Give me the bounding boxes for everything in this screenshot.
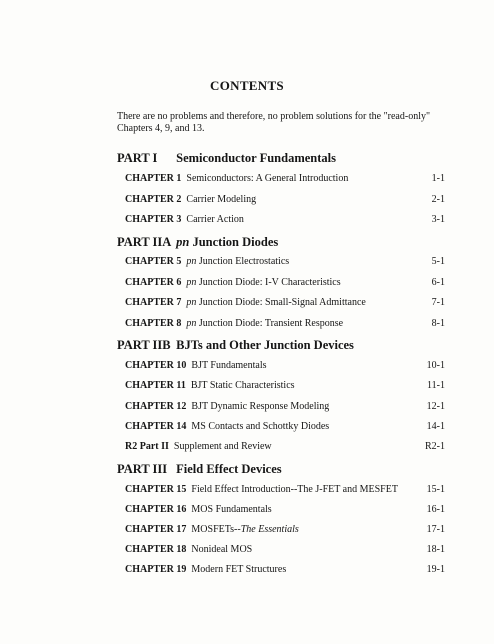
page-number: 15-1 [426, 484, 445, 495]
part-id: PART I [117, 151, 158, 165]
toc-entry [125, 173, 445, 184]
page-number: 5-1 [431, 256, 445, 267]
chapter-title: Modern FET Structures [191, 564, 287, 575]
page-number: 8-1 [431, 318, 445, 329]
chapter-number: CHAPTER 5 [125, 256, 182, 267]
part-heading [117, 235, 278, 250]
page-number: R2-1 [425, 441, 445, 452]
chapter-title-italic: pn [186, 277, 197, 288]
toc-entry [125, 484, 445, 495]
chapter-number: CHAPTER 14 [125, 421, 187, 432]
chapter-title: Junction Diode: I-V Characteristics [196, 277, 341, 288]
chapter-title: Nonideal MOS [191, 544, 253, 555]
part-heading [117, 338, 354, 353]
chapter-title: BJT Fundamentals [191, 360, 267, 371]
toc-entry [125, 401, 445, 412]
chapter-title: Semiconductors: A General Introduction [186, 173, 349, 184]
chapter-number: R2 Part II [125, 441, 169, 452]
chapter-number: CHAPTER 12 [125, 401, 187, 412]
page-number: 7-1 [431, 297, 445, 308]
part-name: Junction Diodes [192, 235, 279, 249]
chapter-number: CHAPTER 8 [125, 318, 182, 329]
part-name: BJTs and Other Junction Devices [176, 338, 354, 352]
chapter-title: BJT Static Characteristics [190, 380, 295, 391]
toc-entry [125, 504, 445, 515]
toc-entry [125, 441, 445, 452]
chapter-number: CHAPTER 15 [125, 484, 187, 495]
page-number: 19-1 [426, 564, 445, 575]
part-heading [117, 151, 336, 166]
page-number: 10-1 [426, 360, 445, 371]
page-number: 2-1 [431, 194, 445, 205]
toc-entry [125, 277, 445, 288]
toc-entry [125, 360, 445, 371]
toc-entry [125, 544, 445, 555]
part-id: PART III [117, 462, 168, 476]
page-number: 11-1 [427, 380, 445, 391]
chapter-title: Supplement and Review [173, 441, 272, 452]
chapter-number: CHAPTER 2 [125, 194, 182, 205]
page-number: 12-1 [426, 401, 445, 412]
toc-entry [125, 297, 445, 308]
chapter-number: CHAPTER 1 [125, 173, 182, 184]
toc-entry [125, 380, 445, 391]
toc-entry [125, 256, 445, 267]
part-heading [117, 462, 282, 477]
toc-entry [125, 214, 445, 225]
chapter-title-italic: pn [186, 256, 197, 267]
chapter-title-italic: pn [186, 318, 197, 329]
chapter-number: CHAPTER 16 [125, 504, 187, 515]
page-number: 14-1 [426, 421, 445, 432]
page-title: CONTENTS [210, 78, 284, 93]
page-number: 16-1 [426, 504, 445, 515]
chapter-number: CHAPTER 10 [125, 360, 187, 371]
toc-entry [125, 564, 445, 575]
chapter-title-italic: pn [186, 297, 197, 308]
chapter-number: CHAPTER 3 [125, 214, 182, 225]
chapter-title: Carrier Action [186, 214, 244, 225]
chapter-number: CHAPTER 6 [125, 277, 182, 288]
chapter-title: BJT Dynamic Response Modeling [191, 401, 330, 412]
chapter-title: Junction Diode: Small-Signal Admittance [196, 297, 366, 308]
part-id: PART IIA [117, 235, 172, 249]
page-number: 1-1 [431, 173, 445, 184]
part-name: Field Effect Devices [176, 462, 282, 476]
chapter-number: CHAPTER 17 [125, 524, 187, 535]
chapter-number: CHAPTER 19 [125, 564, 187, 575]
page-number: 17-1 [426, 524, 445, 535]
chapter-title: Junction Electrostatics [196, 256, 290, 267]
part-name-italic: pn [176, 235, 190, 249]
chapter-title: Carrier Modeling [186, 194, 257, 205]
chapter-number: CHAPTER 18 [125, 544, 187, 555]
part-id: PART IIB [117, 338, 171, 352]
chapter-number: CHAPTER 7 [125, 297, 182, 308]
chapter-title: Field Effect Introduction--The J-FET and MESFET [191, 484, 398, 495]
toc-entry [125, 421, 445, 432]
toc-entry [125, 524, 445, 535]
chapter-title-italic: The Essentials [240, 524, 299, 535]
intro-note: There are no problems and therefore, no problem solutions for the "read-only" Chapters 4, 9, and 13. [117, 111, 431, 134]
page-number: 6-1 [431, 277, 445, 288]
chapter-title: MS Contacts and Schottky Diodes [191, 421, 330, 432]
page-number: 18-1 [426, 544, 445, 555]
chapter-number: CHAPTER 11 [125, 380, 186, 391]
chapter-title: MOSFETs-- [191, 524, 241, 535]
page-number: 3-1 [431, 214, 445, 225]
toc-entry [125, 318, 445, 329]
toc-entry [125, 194, 445, 205]
chapter-title: Junction Diode: Transient Response [196, 318, 344, 329]
part-name: Semiconductor Fundamentals [176, 151, 336, 165]
chapter-title: MOS Fundamentals [191, 504, 272, 515]
